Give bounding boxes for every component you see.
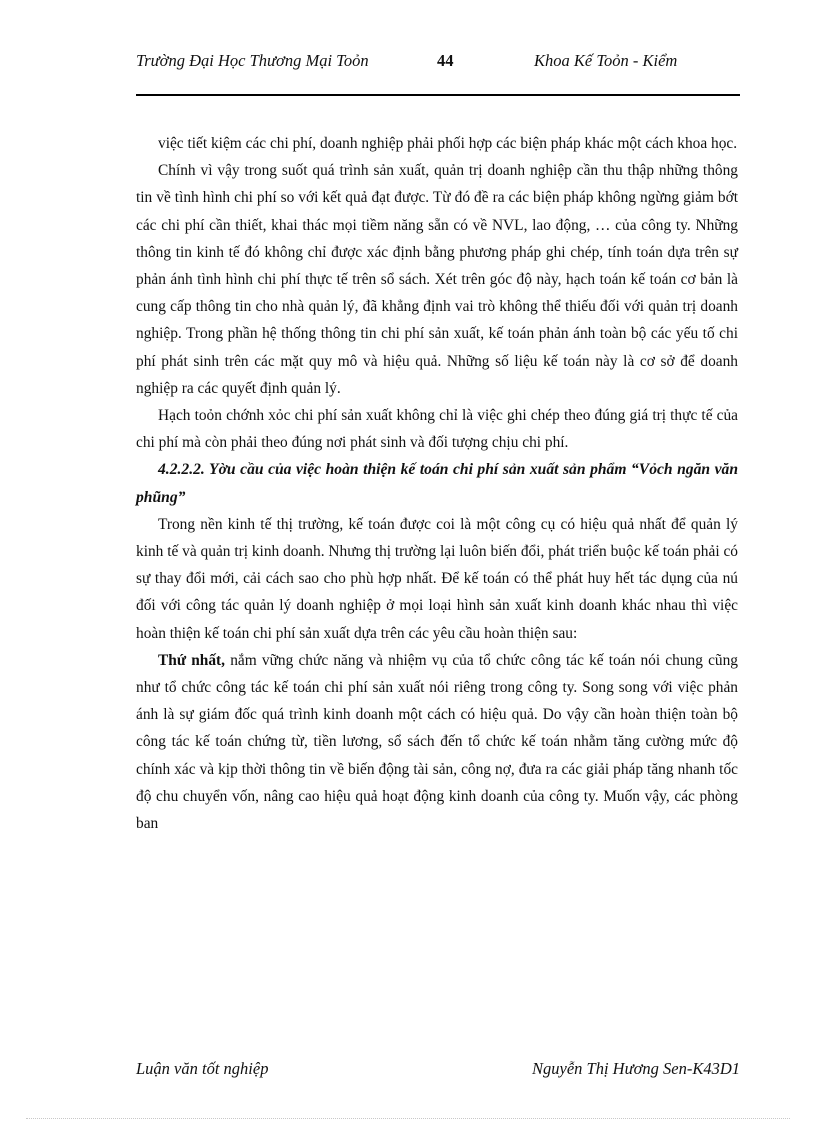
- header-school-name: Trường Đại Học Thương Mại Toỏn: [136, 51, 369, 70]
- first-requirement-lead: Thứ nhất,: [158, 651, 226, 669]
- paragraph-market-economy: Trong nền kinh tế thị trường, kế toán được coi là một công cụ có hiệu quả nhất để quản lý kinh tế và quản trị kinh doanh. Nhưng thị trường lại luôn biến đổi, phát triển buộc kế toán phải có sự thay đổi mới, cải cách sao cho phù hợp nhất. Để kế toán có thể phát huy hết tác dụng của nú đối với công tác quản lý doanh nghiệp ở mọi loại hình sản xuất kinh doanh khác nhau thì việc hoàn thiện kế toán chi phí sản xuất dựa trên các yêu cầu hoàn thiện sau:: [136, 515, 738, 642]
- first-requirement-text: nắm vững chức năng và nhiệm vụ của tổ chức công tác kế toán nói chung cũng như tổ chức công tác kế toán chi phí sản xuất nói riêng trong công ty. Song song với việc phản ánh là sự giám đốc quá trình kinh doanh một cách có hiệu quả. Do vậy cần hoàn thiện toàn bộ công tác kế toán chứng từ, tiền lương, sổ sách đến tổ chức kế toán nhằm tăng cường mức độ chính xác và kịp thời thông tin về biến động tài sản, công nợ, đưa ra các giải pháp tăng nhanh tốc độ chu chuyển vốn, nâng cao hiệu quả hoạt động kinh doanh của công ty. Muốn vậy, các phòng ban: [136, 651, 738, 833]
- document-body: [136, 130, 738, 837]
- paragraph-first-requirement: [136, 647, 738, 837]
- paragraph-continuation: việc tiết kiệm các chi phí, doanh nghiệp phải phối hợp các biện pháp khác một cách khoa học.: [158, 135, 738, 152]
- footer-thesis-label: Luận văn tốt nghiệp: [136, 1059, 269, 1078]
- paragraph-accurate-accounting: Hạch toỏn chớnh xỏc chi phí sản xuất không chỉ là việc ghi chép theo đúng giá trị thực tế của chi phí mà còn phải theo đúng nơi phát sinh và đối tượng chịu chi phí.: [136, 407, 738, 452]
- page-bottom-divider: [26, 1118, 790, 1119]
- footer-author: Nguyễn Thị Hương Sen-K43D1: [532, 1059, 740, 1078]
- page-header: [136, 50, 740, 96]
- page-number: 44: [437, 51, 454, 70]
- section-heading-4-2-2-2: 4.2.2.2. Yờu cầu của việc hoàn thiện kế toán chi phí sản xuất sản phẩm “Vỏch ngăn văn phũng”: [136, 461, 738, 506]
- header-department: Khoa Kế Toỏn - Kiểm: [534, 51, 678, 70]
- paragraph-cost-information: Chính vì vậy trong suốt quá trình sản xuất, quản trị doanh nghiệp cần thu thập những thông tin về tình hình chi phí so với kết quả đạt được. Từ đó đề ra các biện pháp không ngừng giảm bớt các chi phí cần thiết, khai thác mọi tiềm năng sẵn có về NVL, lao động, … của công ty. Những thông tin kinh tế đó không chỉ được xác định bằng phương pháp ghi chép, tính toán dựa trên sự phản ánh tình hình chi phí thực tế trên sổ sách. Xét trên góc độ này, hạch toán kế toán cơ bản là cung cấp thông tin cho nhà quản lý, đã khẳng định vai trò không thể thiếu đối với quản trị doanh nghiệp. Trong phần hệ thống thông tin chi phí sản xuất, kế toán phản ánh toàn bộ các yếu tố chi phí phát sinh trên các mặt quy mô và hiệu quả. Những số liệu kế toán này là cơ sở để doanh nghiệp ra các quyết định quản lý.: [136, 162, 738, 397]
